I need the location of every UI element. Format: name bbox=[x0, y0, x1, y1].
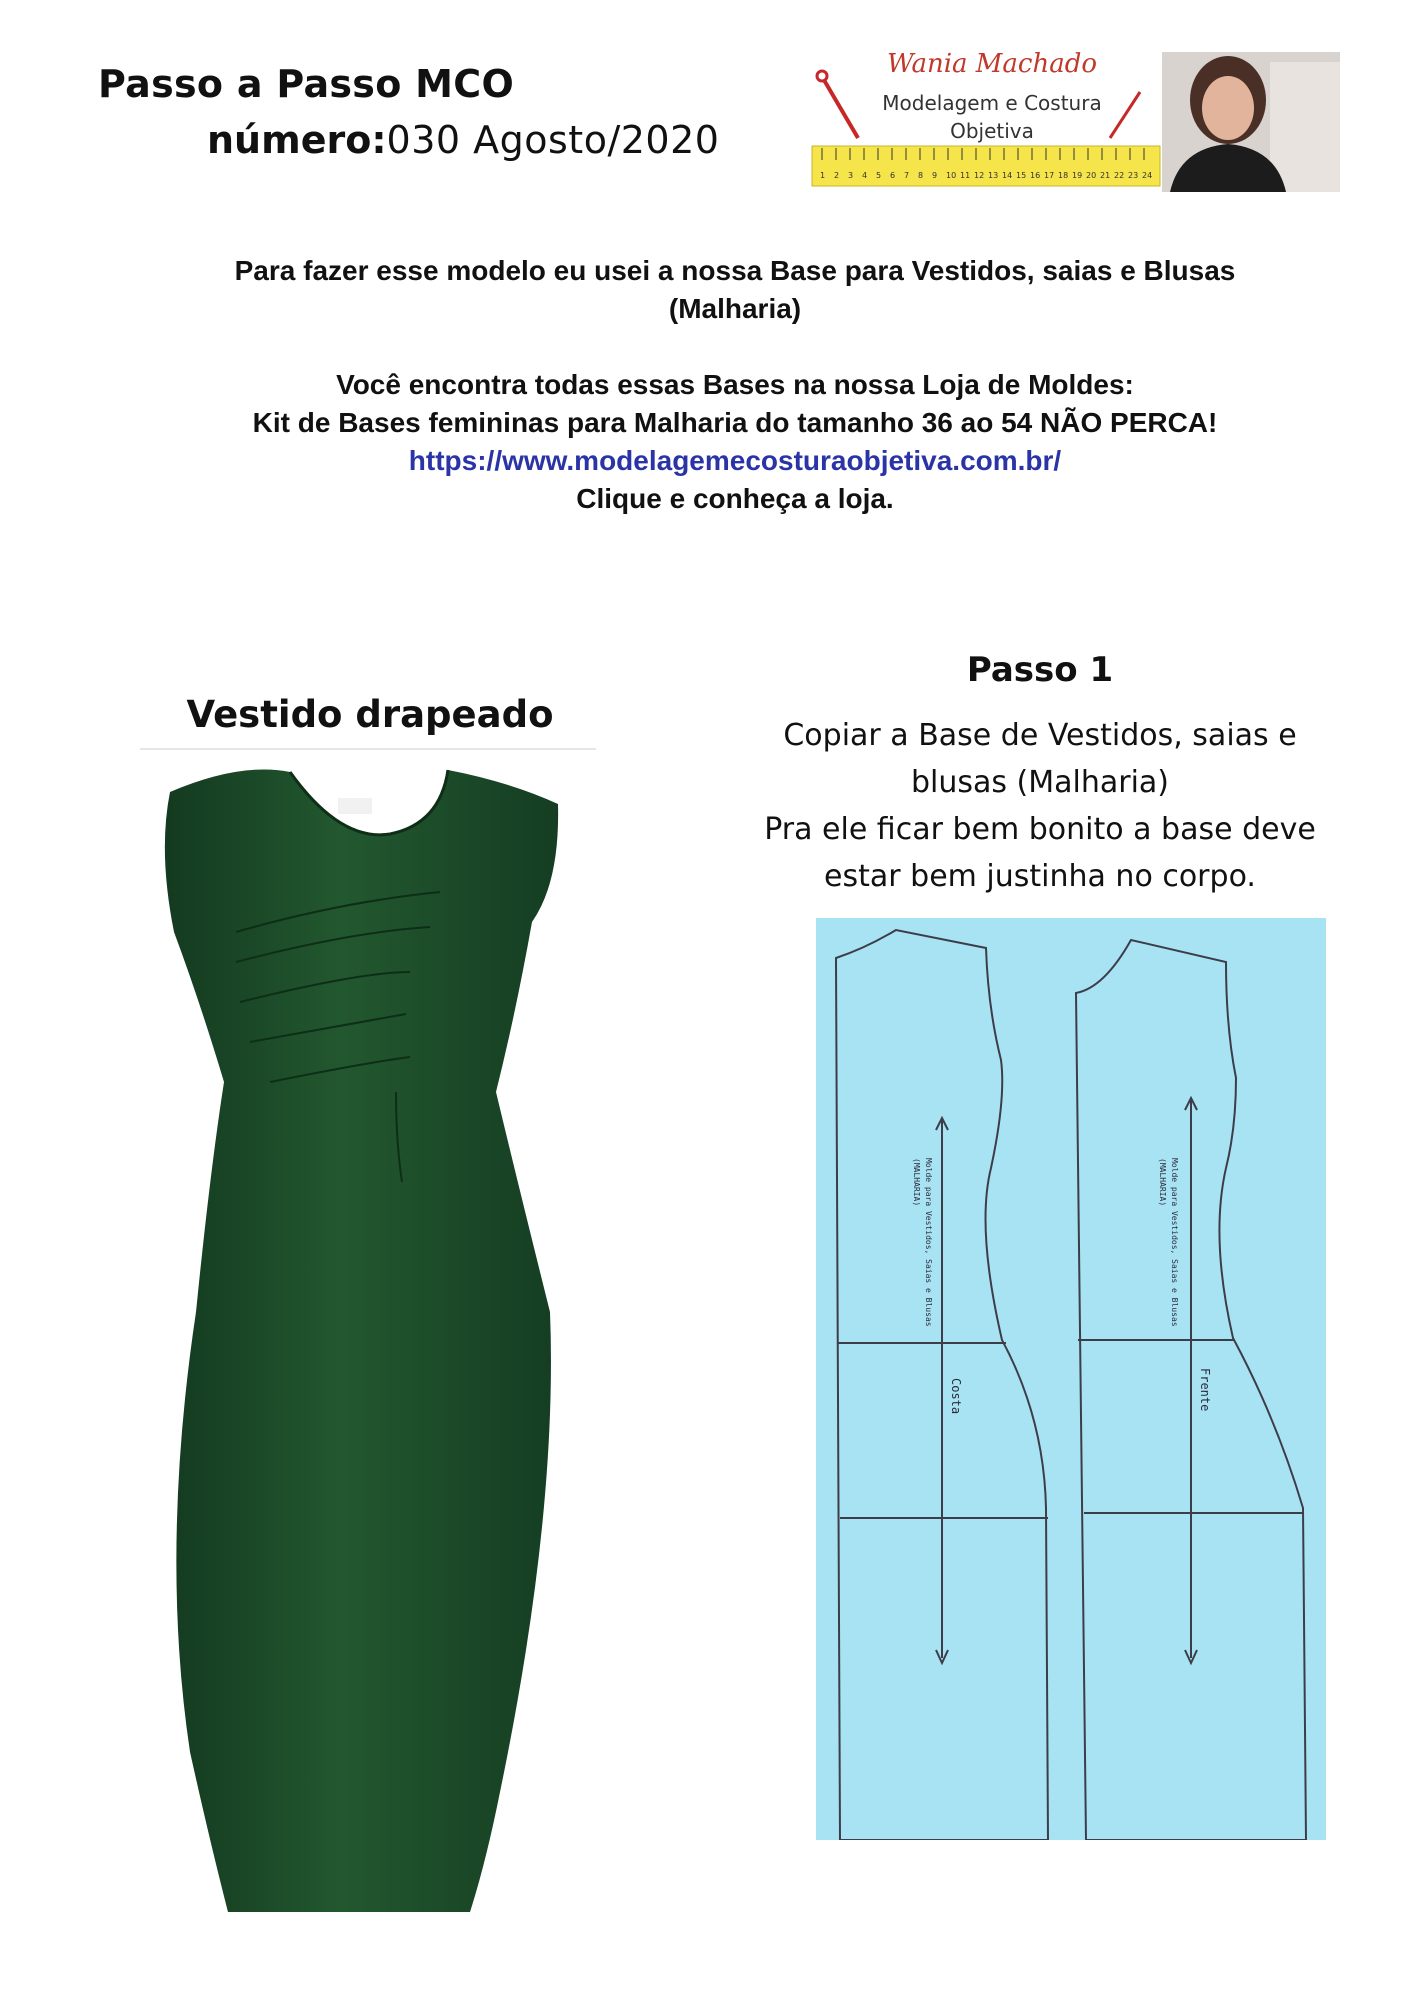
dress-caption: Vestido drapeado bbox=[186, 693, 554, 736]
document-title: Passo a Passo MCO bbox=[98, 62, 515, 106]
ruler-number: 16 bbox=[1030, 171, 1041, 180]
document-number bbox=[207, 118, 719, 162]
ruler-number: 5 bbox=[876, 171, 882, 180]
ruler-number: 21 bbox=[1100, 171, 1111, 180]
ruler-number: 7 bbox=[904, 171, 910, 180]
ruler-number: 22 bbox=[1114, 171, 1125, 180]
ruler-number: 4 bbox=[862, 171, 868, 180]
intro-line: Para fazer esse modelo eu usei a nossa Base para Vestidos, saias e Blusas bbox=[234, 255, 1236, 286]
ruler-number: 10 bbox=[946, 171, 957, 180]
ruler-number: 17 bbox=[1044, 171, 1055, 180]
ruler-number: 2 bbox=[834, 171, 840, 180]
ruler-number: 14 bbox=[1002, 171, 1013, 180]
back-note-2: (MALHARIA) bbox=[912, 1158, 921, 1207]
pattern-image bbox=[816, 918, 1326, 1840]
intro-line: Você encontra todas essas Bases na nossa Loja de Moldes: bbox=[336, 369, 1134, 400]
ruler-number: 3 bbox=[848, 171, 854, 180]
step-line: blusas (Malharia) bbox=[910, 765, 1170, 800]
ruler-number: 23 bbox=[1128, 171, 1139, 180]
front-note-2: (MALHARIA) bbox=[1158, 1158, 1167, 1207]
ruler-number: 20 bbox=[1086, 171, 1097, 180]
intro-line: Clique e conheça a loja. bbox=[576, 483, 894, 514]
step-line: estar bem justinha no corpo. bbox=[824, 859, 1256, 894]
intro-line: Kit de Bases femininas para Malharia do tamanho 36 ao 54 NÃO PERCA! bbox=[252, 407, 1218, 438]
ruler-number: 13 bbox=[988, 171, 999, 180]
ruler-number: 11 bbox=[960, 171, 971, 180]
ruler-number: 24 bbox=[1142, 171, 1153, 180]
intro-line: (Malharia) bbox=[668, 293, 802, 324]
front-note: Molde para Vestidos, Saias e Blusas bbox=[1170, 1158, 1179, 1327]
ruler-number: 15 bbox=[1016, 171, 1027, 180]
ruler-number: 12 bbox=[974, 171, 985, 180]
ruler-number: 18 bbox=[1058, 171, 1069, 180]
logo-name: Wania Machado bbox=[886, 52, 1098, 79]
ruler-number: 1 bbox=[820, 171, 826, 180]
logo-subtitle-1: Modelagem e Costura bbox=[882, 91, 1102, 115]
ruler-number: 19 bbox=[1072, 171, 1083, 180]
logo-subtitle-2: Objetiva bbox=[950, 119, 1034, 143]
step-instructions bbox=[760, 712, 1320, 900]
step-line: Copiar a Base de Vestidos, saias e bbox=[783, 718, 1297, 753]
step-line: Pra ele ficar bem bonito a base deve bbox=[764, 812, 1316, 847]
numero-label: número: bbox=[207, 118, 387, 162]
brand-logo bbox=[810, 52, 1340, 192]
intro-text bbox=[120, 252, 1350, 518]
ruler-number: 9 bbox=[932, 171, 938, 180]
dress-photo bbox=[140, 752, 596, 1936]
portrait-photo bbox=[1162, 52, 1340, 192]
numero-value: 030 Agosto/2020 bbox=[386, 118, 720, 162]
store-link[interactable]: https://www.modelagemecosturaobjetiva.com.br/ bbox=[408, 445, 1062, 476]
intro-spacer bbox=[120, 328, 1350, 366]
ruler-number: 6 bbox=[890, 171, 896, 180]
ruler-number: 8 bbox=[918, 171, 924, 180]
back-note: Molde para Vestidos, Saias e Blusas bbox=[924, 1158, 933, 1327]
step-title: Passo 1 bbox=[966, 650, 1114, 690]
front-label: Frente bbox=[1198, 1368, 1212, 1412]
divider bbox=[140, 748, 596, 750]
back-label: Costa bbox=[949, 1378, 963, 1415]
